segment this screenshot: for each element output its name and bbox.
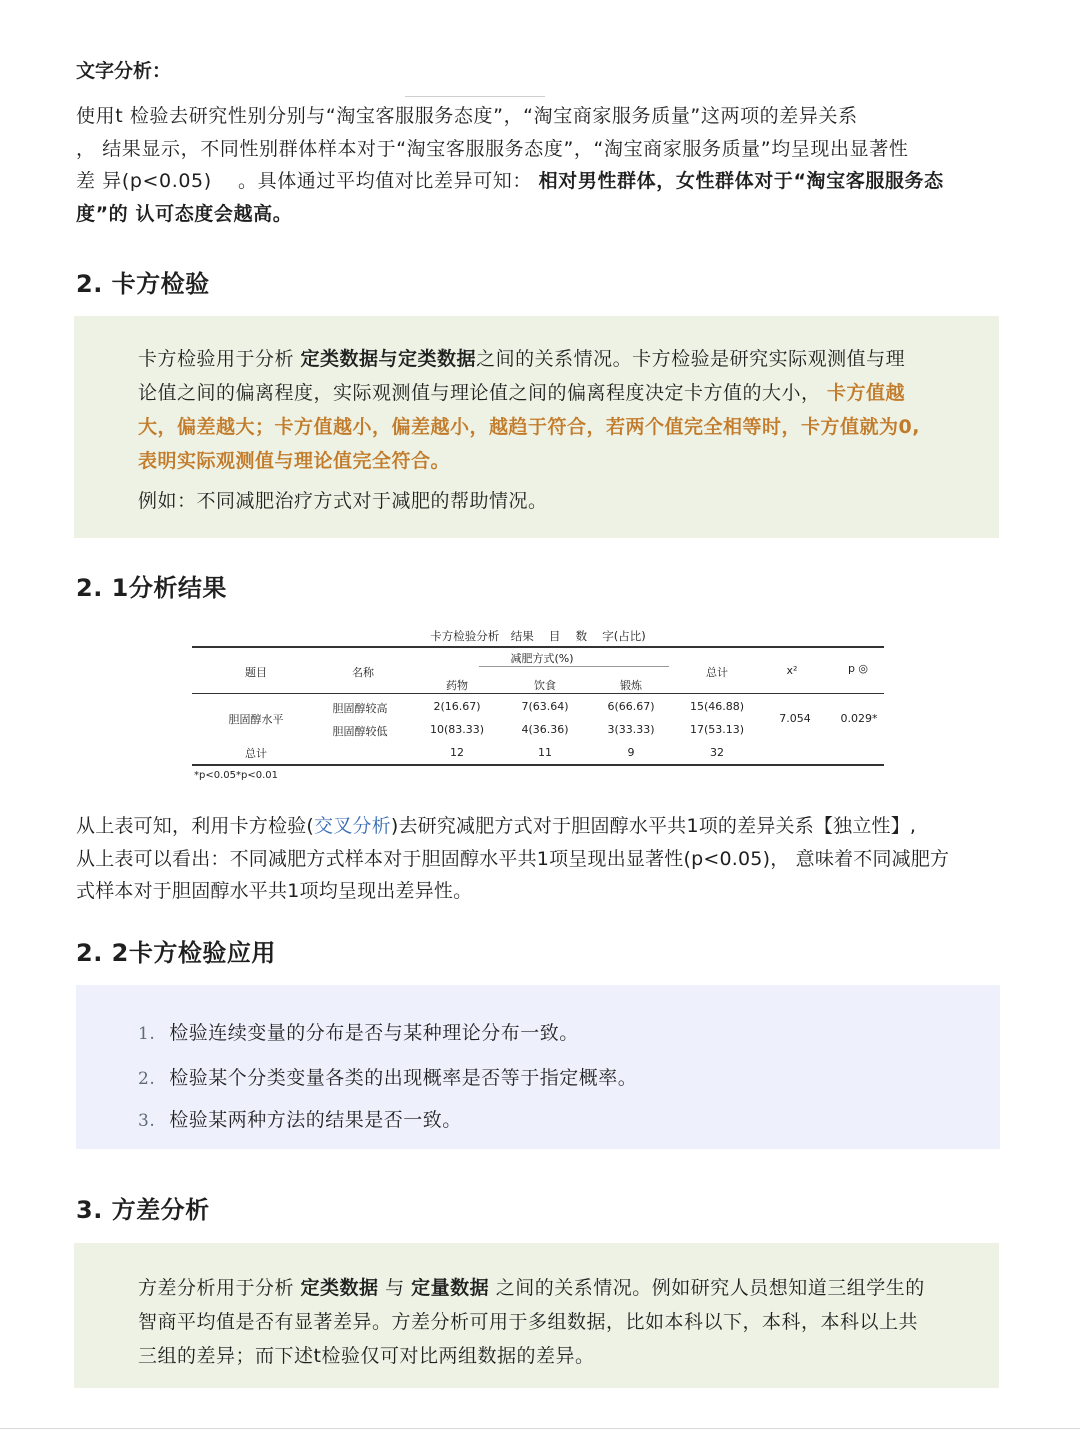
analysis-line-4-text: 度”的 认可态度会越高。 (76, 202, 293, 225)
header-topic: 题目 (245, 666, 267, 679)
anova-line-1b: 定类数据 (300, 1277, 379, 1299)
header-name: 名称 (352, 666, 374, 679)
row2-total: 17(53.13) (689, 723, 745, 736)
intro-line-1b: 定类数据与定类数据 (300, 348, 477, 370)
intro-example: 例如：不同减肥治疗方式对于减肥的帮助情况。 (138, 490, 548, 512)
list-item (138, 1063, 637, 1090)
row2-c3: 3(33.33) (607, 723, 655, 736)
anova-line-2: 智商平均值是否有显著差异。方差分析可用于多组数据，比如本科以下，本科，本科以上共 (138, 1311, 919, 1333)
results-line-1 (76, 810, 1000, 843)
intro-line-2b: 卡方值越 (827, 382, 906, 404)
section-heading-anova: 3. 方差分析 (76, 1196, 210, 1224)
analysis-line-4 (76, 198, 1000, 231)
section-heading-application: 2. 2卡方检验应用 (76, 939, 276, 967)
row1-name: 胆固醇较高 (332, 702, 388, 715)
anova-intro-text (138, 1271, 978, 1373)
row1-c1: 2(16.67) (433, 700, 481, 713)
header-sub-2: 饮食 (534, 679, 556, 692)
anova-line-1a: 方差分析用于分析 (138, 1277, 301, 1299)
row1-total: 15(46.88) (689, 700, 745, 713)
results-line-2: 从上表可以看出：不同减肥方式样本对于胆固醇水平共1项呈现出显著性(p<0.05)， 意味着不同减肥方 (76, 847, 950, 870)
group-header-underline (479, 666, 669, 667)
header-chi: x² (786, 664, 798, 677)
analysis-line-3 (76, 165, 1000, 198)
header-total: 总计 (706, 666, 728, 679)
header-group: 减肥方式(%) (510, 652, 574, 665)
analysis-line-3a: 差 异(p<0.05) 。具体通过平均值对比差异可知： (76, 170, 532, 192)
text-analysis-label: 文字分析： (76, 60, 172, 82)
row2-c2: 4(36.36) (521, 723, 569, 736)
results-paragraph (76, 810, 1000, 908)
intro-line-1 (138, 342, 978, 376)
row2-name: 胆固醇较低 (332, 725, 388, 738)
intro-line-4: 表明实际观测值与理论值完全符合。 (138, 450, 451, 472)
table-title: 卡方检验分析 结果 目 数 字(占比) (430, 629, 646, 643)
row1-c2: 7(63.64) (521, 700, 569, 713)
anova-line-1e: 之间的关系情况。例如研究人员想知道三组学生的 (489, 1277, 925, 1299)
application-list-box (76, 985, 1000, 1149)
cross-analysis-link[interactable]: 交叉分析 (314, 815, 391, 837)
header-sub-3: 锻炼 (620, 679, 642, 692)
list-number: 3. (138, 1111, 156, 1131)
anova-intro-box (74, 1243, 999, 1388)
sum-c2: 11 (538, 746, 552, 759)
section-heading-chi-square: 2. 卡方检验 (76, 270, 210, 298)
bottom-divider (0, 1428, 1080, 1429)
chi-value: 7.054 (779, 712, 811, 725)
chi-square-intro-box (74, 316, 999, 538)
divider (405, 96, 545, 97)
chi-square-table (192, 622, 884, 787)
sum-c3: 9 (627, 746, 635, 759)
list-text: 检验某两种方法的结果是否一致。 (169, 1109, 462, 1131)
row1-c3: 6(66.67) (607, 700, 655, 713)
intro-line-3: 大，偏差越大；卡方值越小，偏差越小，越趋于符合，若两个值完全相等时，卡方值就为0, (138, 416, 920, 438)
table-top-rule (192, 646, 884, 648)
results-line-1a: 从上表可知，利用卡方检验( (76, 815, 315, 837)
list-item (138, 1018, 579, 1045)
analysis-line-3b: 相对男性群体，女性群体对于“淘宝客服服务态 (538, 170, 944, 192)
list-number: 1. (138, 1024, 156, 1044)
list-number: 2. (138, 1069, 156, 1089)
table-header-rule (192, 693, 884, 694)
results-line-3: 式样本对于胆固醇水平共1项均呈现出差异性。 (76, 880, 473, 902)
header-sub-1: 药物 (446, 679, 468, 692)
row-label: 胆固醇水平 (228, 713, 284, 726)
sum-label: 总计 (245, 747, 267, 760)
list-item (138, 1105, 462, 1132)
chi-square-intro-text (138, 342, 978, 518)
anova-line-3: 三组的差异；而下述t检验仅可对比两组数据的差异。 (138, 1345, 595, 1367)
intro-line-1c: 之间的关系情况。卡方检验是研究实际观测值与理 (476, 348, 906, 370)
table-bottom-rule (192, 764, 884, 766)
intro-line-1a: 卡方检验用于分析 (138, 348, 301, 370)
results-line-1b: )去研究减肥方式对于胆固醇水平共1项的差异关系【独立性】, (390, 815, 917, 837)
anova-line-1c: 与 (378, 1277, 412, 1299)
analysis-paragraph (76, 100, 1000, 230)
table-footnote: *p<0.05*p<0.01 (194, 770, 278, 781)
analysis-line-1: 使用t 检验去研究性别分别与“淘宝客服服务态度”，“淘宝商家服务质量”这两项的差异关系 (76, 105, 858, 127)
anova-line-1d: 定量数据 (411, 1277, 490, 1299)
header-p: p ◎ (847, 662, 869, 675)
p-value: 0.029* (840, 712, 878, 725)
analysis-line-2: ， 结果显示，不同性别群体样本对于“淘宝客服服务态度”，“淘宝商家服务质量”均呈现出显著性 (76, 137, 909, 160)
section-heading-results: 2. 1分析结果 (76, 574, 227, 602)
row2-c1: 10(83.33) (429, 723, 485, 736)
intro-line-2a: 论值之间的偏离程度，实际观测值与理论值之间的偏离程度决定卡方值的大小， (138, 382, 828, 404)
list-text: 检验某个分类变量各类的出现概率是否等于指定概率。 (169, 1067, 638, 1089)
intro-line-2 (138, 376, 978, 410)
anova-line-1 (138, 1271, 978, 1305)
sum-c1: 12 (450, 746, 464, 759)
list-text: 检验连续变量的分布是否与某种理论分布一致。 (169, 1022, 579, 1044)
sum-total: 32 (710, 746, 724, 759)
